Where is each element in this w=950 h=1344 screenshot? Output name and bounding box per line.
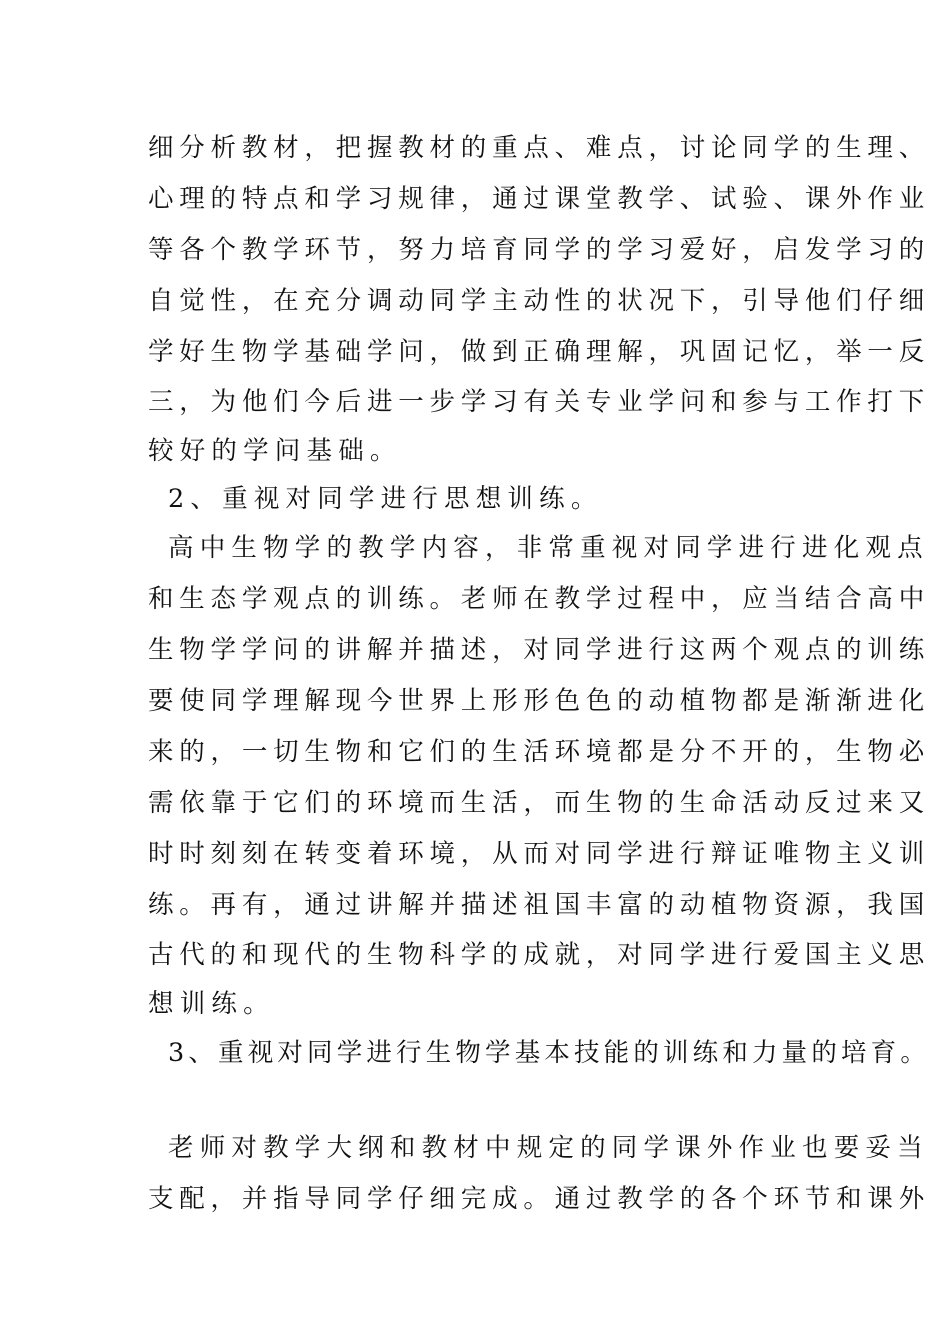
text-line: 心理的特点和学习规律，通过课堂教学、试验、课外作业: [148, 184, 930, 214]
paragraph-first-line: 老师对教学大纲和教材中规定的同学课外作业也要妥当: [168, 1133, 929, 1163]
section-heading: 2、重视对同学进行思想训练。: [168, 484, 603, 514]
text-line: 细分析教材，把握教材的重点、难点，讨论同学的生理、: [148, 133, 930, 163]
text-line: 要使同学理解现今世界上形形色色的动植物都是渐渐进化: [148, 686, 930, 716]
text-line: 练。再有，通过讲解并描述祖国丰富的动植物资源，我国: [148, 890, 930, 920]
text-line: 时时刻刻在转变着环境，从而对同学进行辩证唯物主义训: [148, 839, 930, 869]
paragraph-first-line: 高中生物学的教学内容，非常重视对同学进行进化观点: [168, 533, 929, 563]
text-line: 古代的和现代的生物科学的成就，对同学进行爱国主义思: [148, 940, 930, 970]
text-line: 和生态学观点的训练。老师在教学过程中，应当结合高中: [148, 584, 930, 614]
text-line: 支配，并指导同学仔细完成。通过教学的各个环节和课外: [148, 1184, 930, 1214]
section-heading: 3、重视对同学进行生物学基本技能的训练和力量的培育。: [168, 1038, 930, 1068]
text-line: 较好的学问基础。: [148, 436, 402, 466]
text-line: 生物学学问的讲解并描述，对同学进行这两个观点的训练: [148, 635, 930, 665]
text-line: 需依靠于它们的环境而生活，而生物的生命活动反过来又: [148, 788, 930, 818]
text-line: 想训练。: [148, 989, 275, 1019]
text-line: 来的，一切生物和它们的生活环境都是分不开的，生物必: [148, 737, 930, 767]
text-line: 等各个教学环节，努力培育同学的学习爱好，启发学习的: [148, 235, 930, 265]
text-line: 学好生物学基础学问，做到正确理解，巩固记忆，举一反: [148, 337, 930, 367]
text-line: 自觉性，在充分调动同学主动性的状况下，引导他们仔细: [148, 286, 930, 316]
text-line: 三，为他们今后进一步学习有关专业学问和参与工作打下: [148, 387, 930, 417]
